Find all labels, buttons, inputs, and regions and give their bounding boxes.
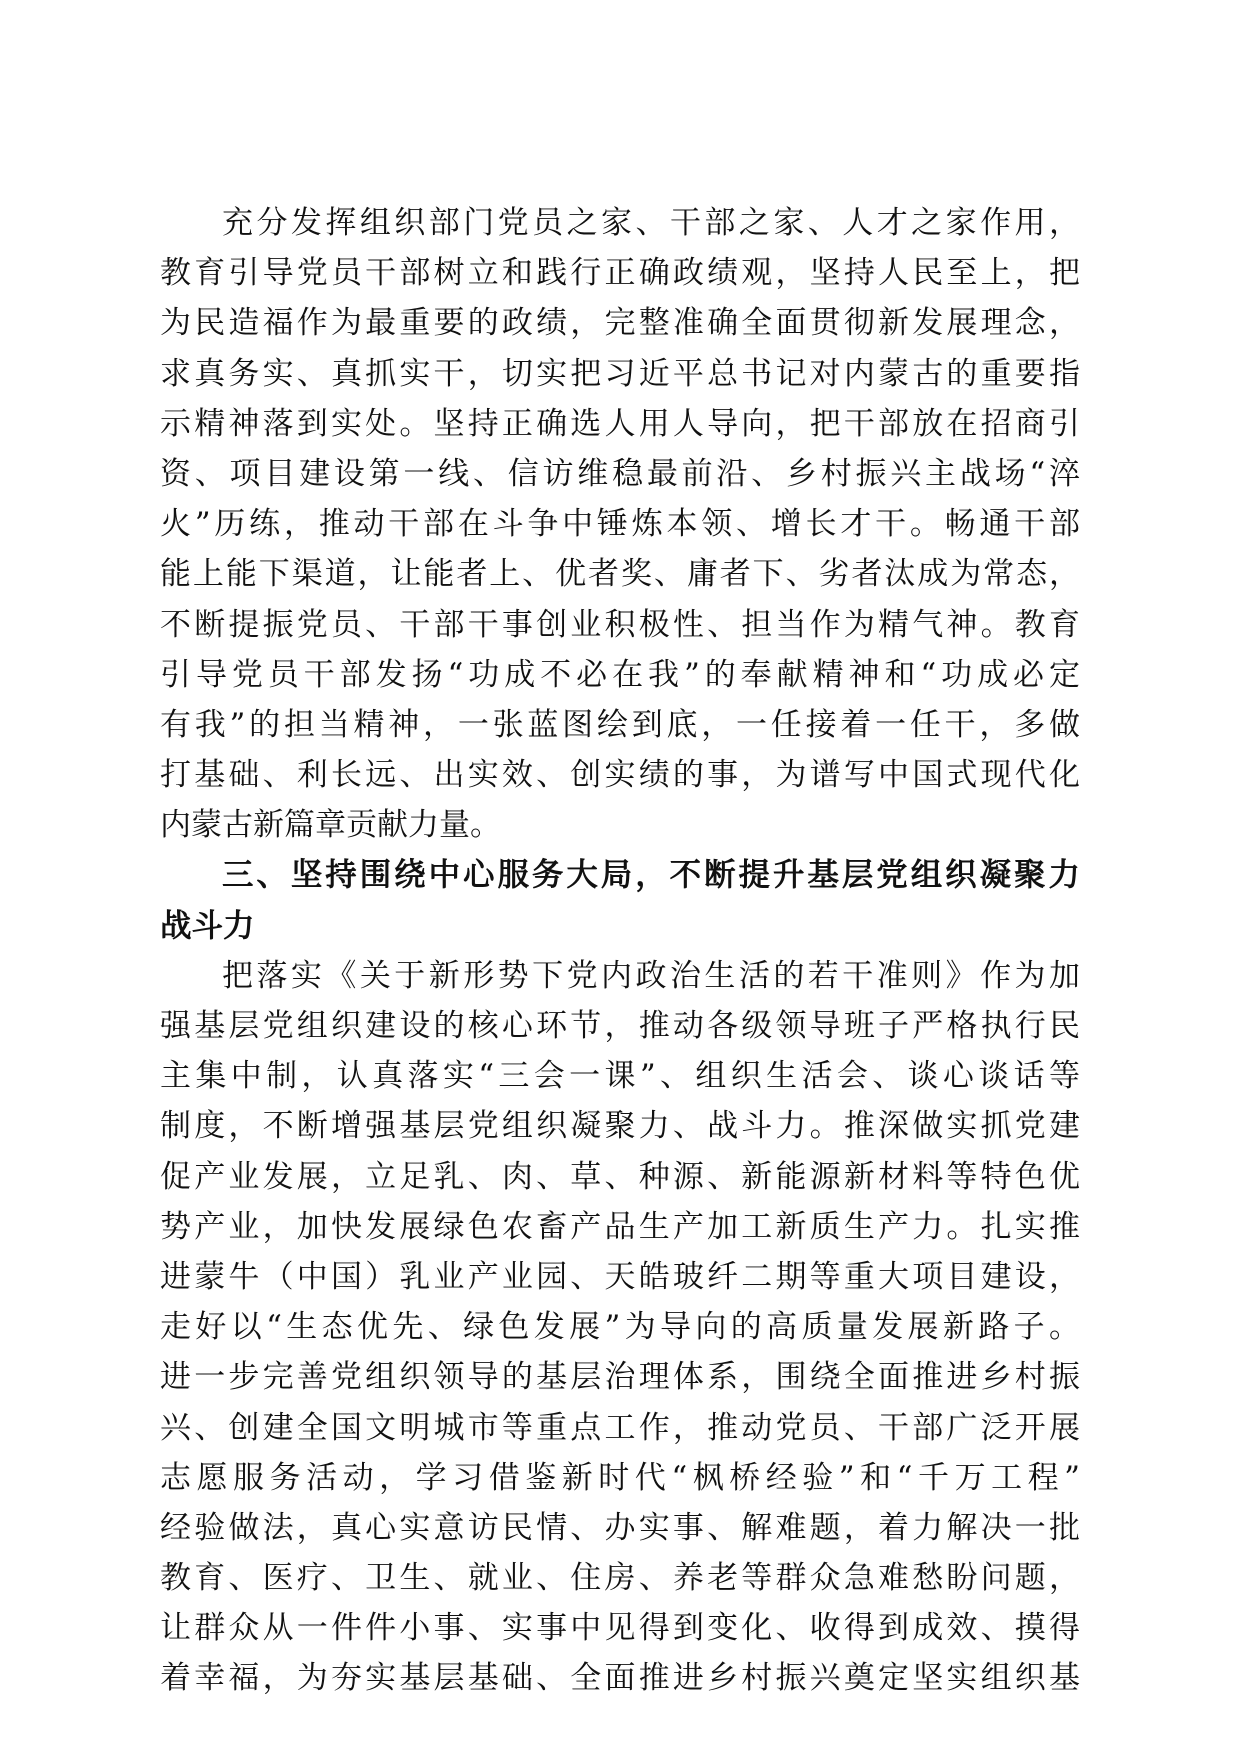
paragraph-line: 经验做法，真心实意访民情、办实事、解难题，着力解决一批 [160, 1509, 1080, 1546]
paragraph-line: 教育引导党员干部树立和践行正确政绩观，坚持人民至上，把 [160, 255, 1080, 292]
paragraph-line: 求真务实、真抓实干，切实把习近平总书记对内蒙古的重要指 [160, 355, 1080, 392]
paragraph-line: 势产业，加快发展绿色农畜产品生产加工新质生产力。扎实推 [160, 1208, 1080, 1245]
section-heading-3 [160, 850, 1080, 950]
paragraph-line: 不断提振党员、干部干事创业积极性、担当作为精气神。教育 [160, 606, 1080, 643]
paragraph-grassroots-party-building [160, 951, 1080, 1704]
paragraph-line: 示精神落到实处。坚持正确选人用人导向，把干部放在招商引 [160, 405, 1080, 442]
paragraph-line: 引导党员干部发扬“功成不必在我”的奉献精神和“功成必定 [160, 656, 1080, 693]
paragraph-line: 有我”的担当精神，一张蓝图绘到底，一任接着一任干，多做 [160, 706, 1080, 743]
paragraph-line: 打基础、利长远、出实效、创实绩的事，为谱写中国式现代化 [160, 757, 1080, 794]
paragraph-line: 兴、创建全国文明城市等重点工作，推动党员、干部广泛开展 [160, 1409, 1080, 1446]
paragraph-line: 把落实《关于新形势下党内政治生活的若干准则》作为加 [222, 957, 1080, 994]
paragraph-line: 着幸福，为夯实基层基础、全面推进乡村振兴奠定坚实组织基 [160, 1660, 1080, 1697]
paragraph-line: 为民造福作为最重要的政绩，完整准确全面贯彻新发展理念， [160, 305, 1080, 342]
paragraph-line: 内蒙古新篇章贡献力量。 [160, 807, 501, 844]
paragraph-party-members-home [160, 198, 1080, 850]
heading-line: 三、坚持围绕中心服务大局，不断提升基层党组织凝聚力 [222, 857, 1080, 894]
paragraph-line: 让群众从一件件小事、实事中见得到变化、收得到成效、摸得 [160, 1610, 1080, 1647]
paragraph-line: 强基层党组织建设的核心环节，推动各级领导班子严格执行民 [160, 1008, 1080, 1044]
paragraph-line: 教育、医疗、卫生、就业、住房、养老等群众急难愁盼问题， [160, 1560, 1080, 1597]
paragraph-line: 资、项目建设第一线、信访维稳最前沿、乡村振兴主战场“淬 [160, 455, 1080, 492]
paragraph-line: 进一步完善党组织领导的基层治理体系，围绕全面推进乡村振 [160, 1359, 1080, 1396]
paragraph-line: 促产业发展，立足乳、肉、草、种源、新能源新材料等特色优 [160, 1158, 1080, 1195]
paragraph-line: 能上能下渠道，让能者上、优者奖、庸者下、劣者汰成为常态， [160, 556, 1080, 593]
paragraph-line: 主集中制，认真落实“三会一课”、组织生活会、谈心谈话等 [160, 1058, 1080, 1095]
paragraph-line: 志愿服务活动，学习借鉴新时代“枫桥经验”和“千万工程” [160, 1459, 1080, 1496]
paragraph-line: 火”历练，推动干部在斗争中锤炼本领、增长才干。畅通干部 [160, 506, 1080, 543]
paragraph-line: 充分发挥组织部门党员之家、干部之家、人才之家作用， [222, 205, 1080, 241]
document-body [160, 198, 1080, 1704]
paragraph-line: 走好以“生态优先、绿色发展”为导向的高质量发展新路子。 [160, 1309, 1080, 1346]
paragraph-line: 制度，不断增强基层党组织凝聚力、战斗力。推深做实抓党建 [160, 1108, 1080, 1145]
paragraph-line: 进蒙牛（中国）乳业产业园、天皓玻纤二期等重大项目建设， [160, 1258, 1080, 1295]
heading-line: 战斗力 [160, 907, 255, 944]
